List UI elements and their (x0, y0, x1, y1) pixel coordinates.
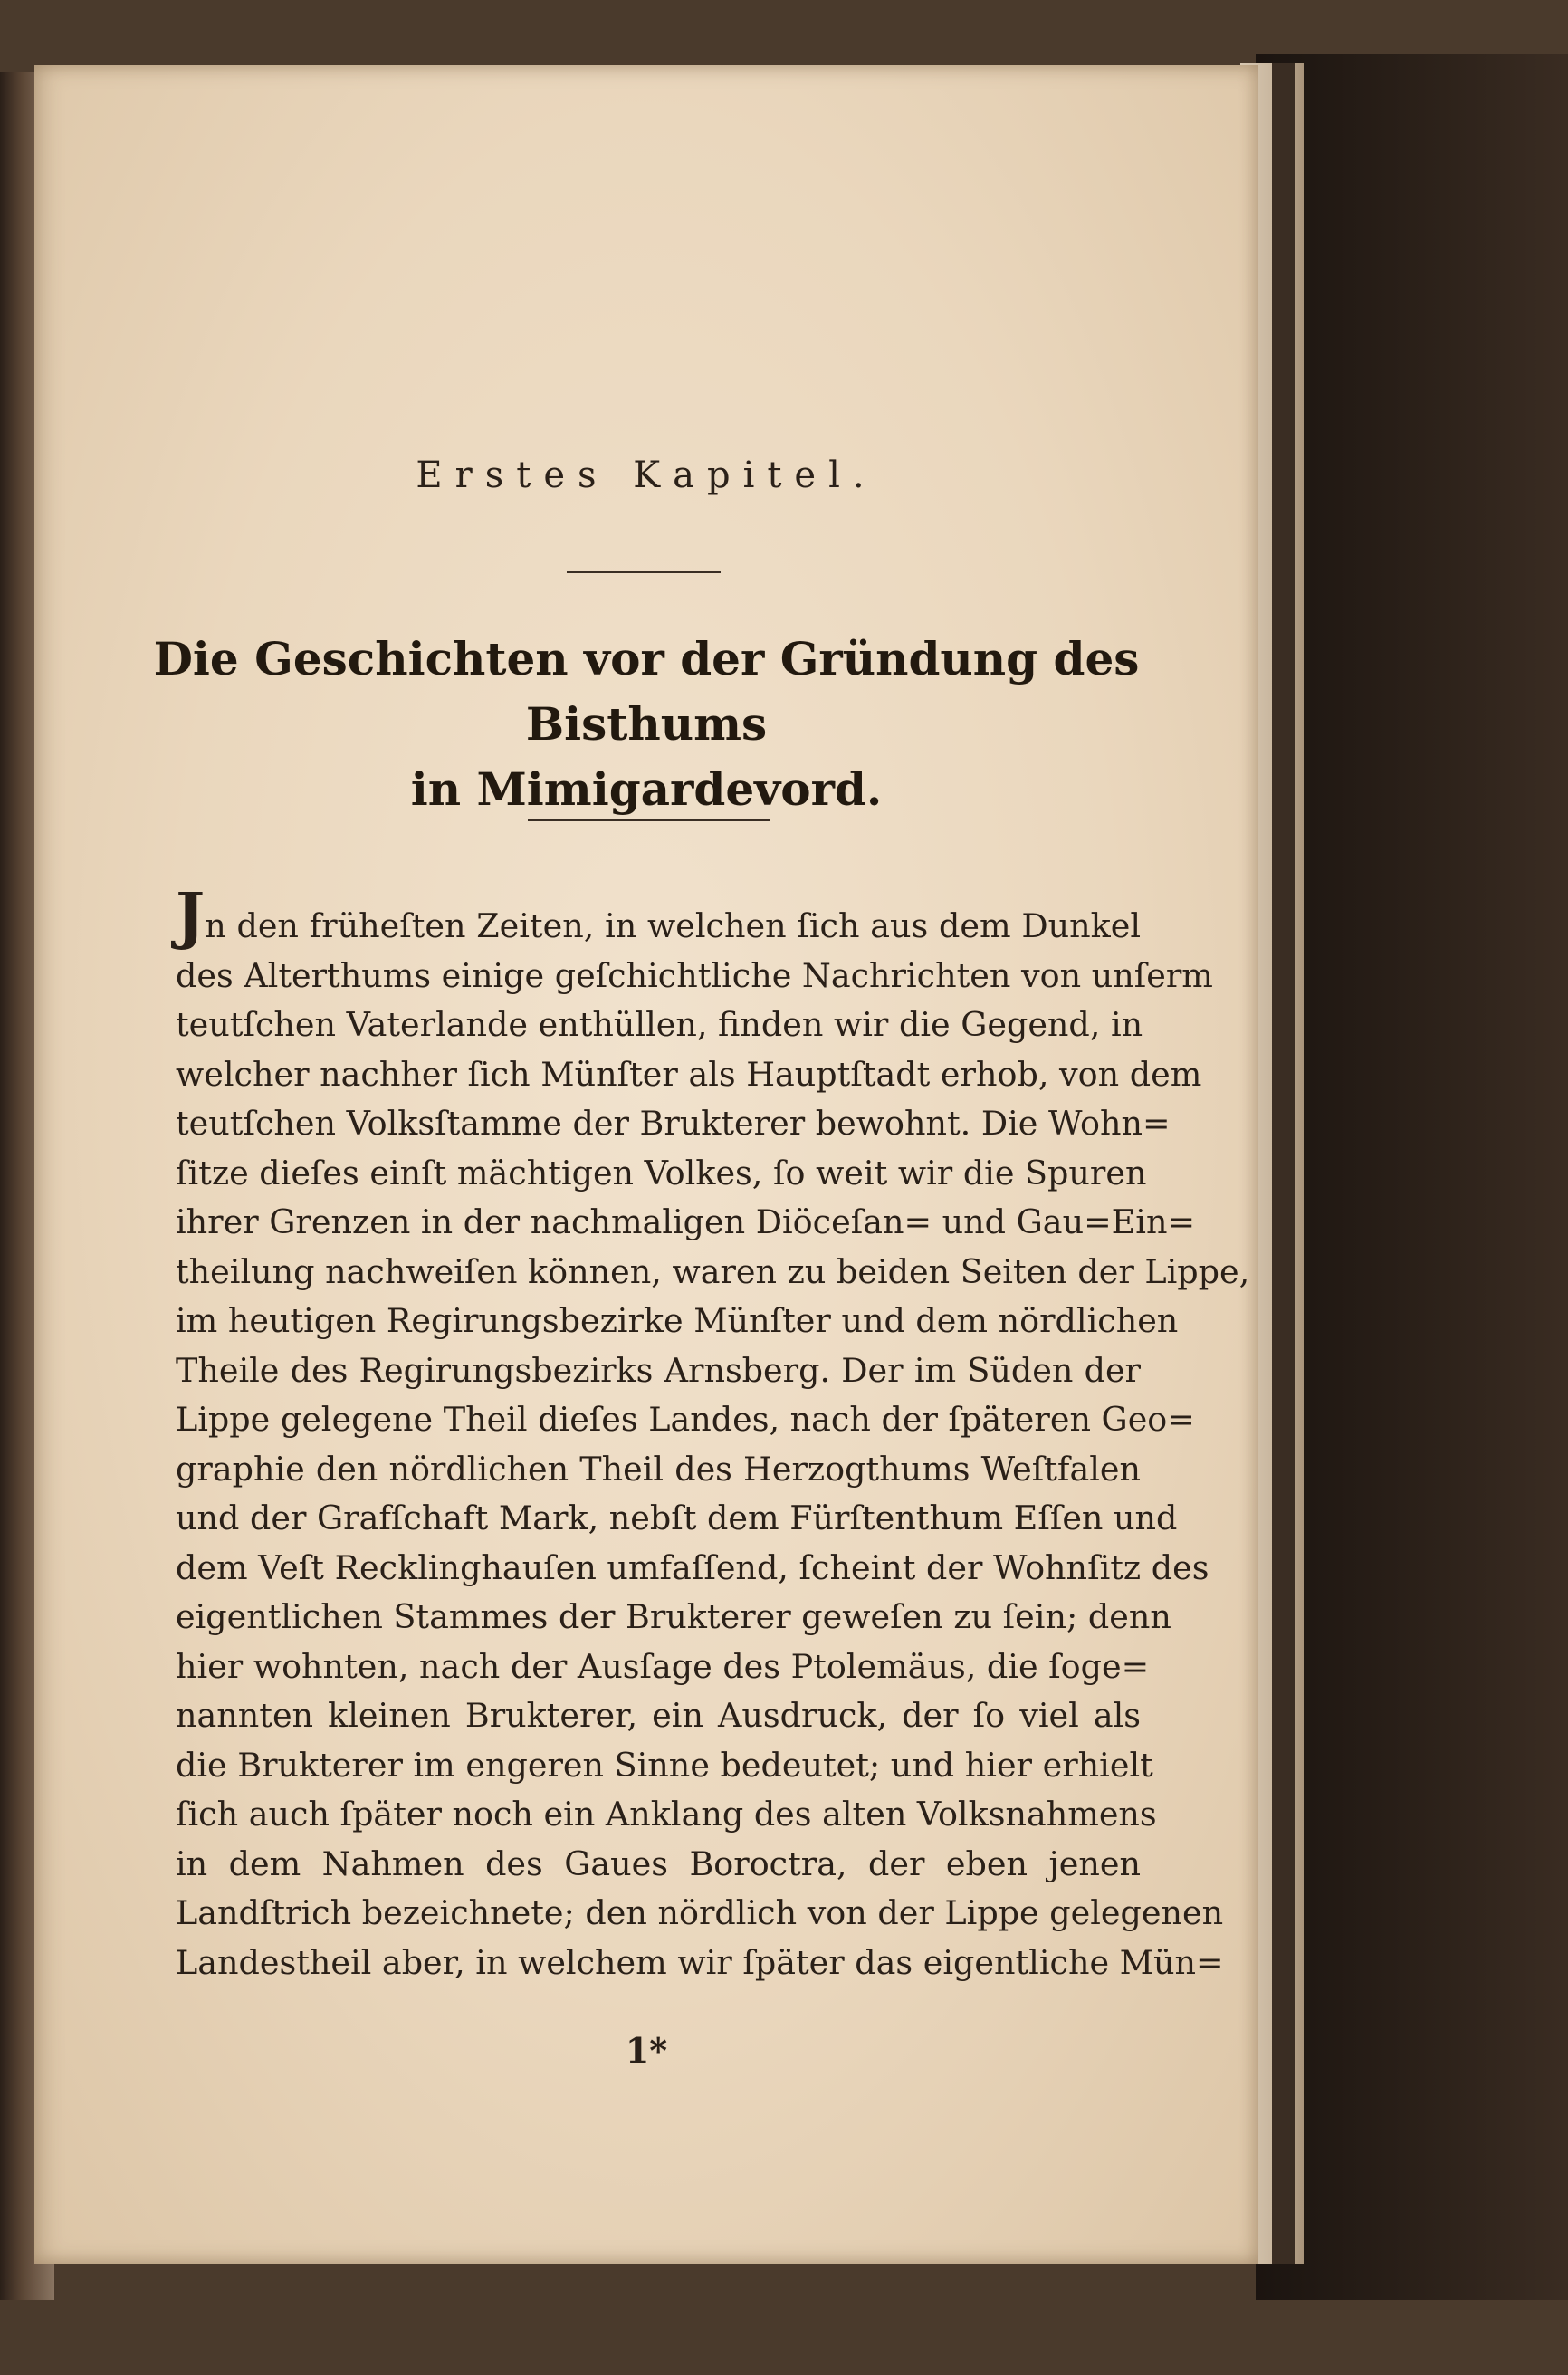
body-line: in dem Nahmen des Gaues Boroctra, der eben jenen (176, 1843, 1141, 1883)
body-line: eigentlichen Stammes der Brukterer geweſen zu ſein; denn (176, 1597, 1171, 1636)
body-line: im heutigen Regirungsbezirke Münſter und dem nördlichen (176, 1301, 1179, 1340)
chapter-heading: Erstes Kapitel. (416, 455, 877, 496)
body-line: ihrer Grenzen in der nachmaligen Diöceſan= und Gau=Ein= (176, 1202, 1196, 1241)
body-line: Landestheil aber, in welchem wir ſpäter das eigentliche Mün= (176, 1942, 1224, 1982)
body-line: welcher nachher ſich Münſter als Hauptſtadt erhob, von dem (176, 1054, 1202, 1094)
body-line (176, 880, 1141, 953)
drop-cap: J (176, 880, 206, 953)
body-line: Lippe gelegene Theil dieſes Landes, nach der ſpäteren Geo= (176, 1400, 1195, 1439)
body-line: die Brukterer im engeren Sinne bedeutet; und hier erhielt (176, 1745, 1153, 1785)
body-line: teutſchen Vaterlande enthüllen, finden wir die Gegend, in (176, 1005, 1143, 1044)
chapter-title-line: Die Geschichten vor der Gründung des Bisthums (153, 632, 1140, 751)
body-line: hier wohnten, nach der Ausſage des Ptolemäus, die ſoge= (176, 1646, 1150, 1686)
chapter-title-line: in Mimigardevord. (410, 762, 883, 816)
page-number: 1* (625, 2030, 668, 2071)
body-line: theilung nachweiſen können, waren zu beiden Seiten der Lippe, (176, 1251, 1250, 1291)
chapter-title (89, 627, 1204, 822)
body-line: des Alterthums einige geſchichtliche Nachrichten von unſerm (176, 955, 1213, 995)
body-line-text: n den früheſten Zeiten, in welchen ſich aus dem Dunkel (205, 906, 1141, 945)
body-line: teutſchen Volksſtamme der Brukterer bewohnt. Die Wohn= (176, 1104, 1171, 1143)
body-line: ſitze dieſes einſt mächtigen Volkes, ſo weit wir die Spuren (176, 1153, 1147, 1192)
body-line: Landſtrich bezeichnete; den nördlich von der Lippe gelegenen (176, 1893, 1224, 1932)
body-text (176, 880, 1250, 1987)
heading-rule (567, 571, 721, 573)
body-line: graphie den nördlichen Theil des Herzogthums Weſtfalen (176, 1449, 1141, 1489)
cover-edge (1272, 63, 1295, 2264)
title-rule (528, 819, 770, 821)
body-line: ſich auch ſpäter noch ein Anklang des alten Volksnahmens (176, 1795, 1157, 1834)
body-line: dem Veſt Recklinghauſen umfaſſend, ſcheint der Wohnſitz des (176, 1547, 1209, 1587)
body-line: Theile des Regirungsbezirks Arnsberg. Der im Süden der (176, 1350, 1141, 1390)
book-page (34, 65, 1258, 2264)
body-line: und der Grafſchaft Mark, nebſt dem Fürſtenthum Eſſen und (176, 1499, 1178, 1537)
body-line: nannten kleinen Brukterer, ein Ausdruck, der ſo viel als (176, 1696, 1141, 1735)
